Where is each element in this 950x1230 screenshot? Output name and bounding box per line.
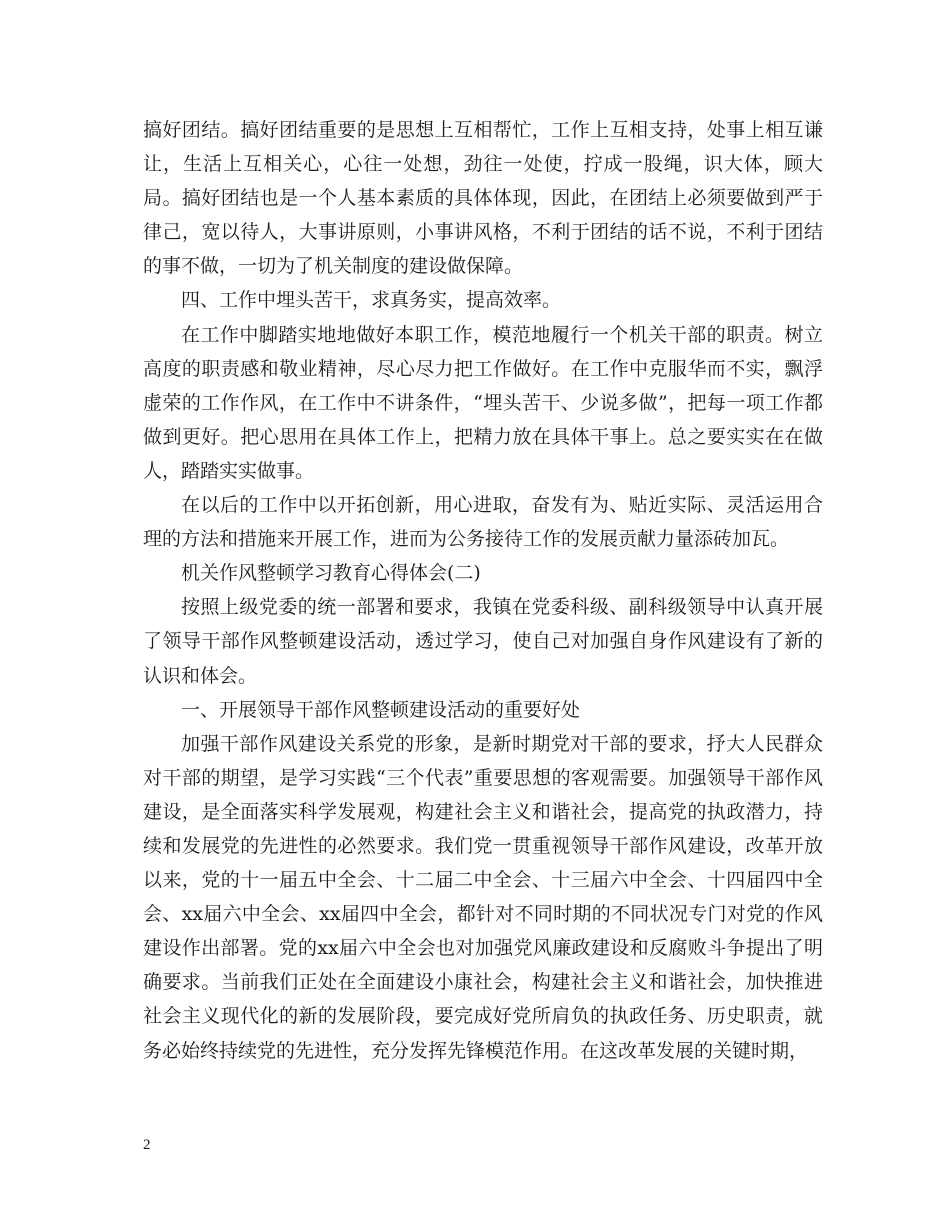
paragraph-intro: 按照上级党委的统一部署和要求，我镇在党委科级、副科级领导中认真开展了领导干部作风整顿建设活动，透过学习，使自己对加强自身作风建设有了新的认识和体会。	[143, 596, 823, 687]
paragraph-duty: 在工作中脚踏实地地做好本职工作，模范地履行一个机关干部的职责。树立高度的职责感和敬业精神，尽心尽力把工作做好。在工作中克服华而不实，飘浮虚荣的工作作风，在工作中不讲条件，“埋头苦干、少说多做”，把每一项工作都做到更好。把心思用在具体工作上，把精力放在具体干事上。总之要实实在在做人，踏踏实实做事。	[143, 323, 823, 482]
paragraph-future-work: 在以后的工作中以开拓创新，用心进取，奋发有为、贴近实际、灵活运用合理的方法和措施来开展工作，进而为公务接待工作的发展贡献力量添砖加瓦。	[143, 494, 823, 551]
page-number: 2	[143, 1137, 151, 1153]
paragraph-unity: 搞好团结。搞好团结重要的是思想上互相帮忙，工作上互相支持，处事上相互谦让，生活上互相关心，心往一处想，劲往一处使，拧成一股绳，识大体，顾大局。搞好团结也是一个人基本素质的具体体现，因此，在团结上必须要做到严于律己，宽以待人，大事讲原则，小事讲风格，不利于团结的话不说，不利于团结的事不做，一切为了机关制度的建设做保障。	[143, 119, 823, 278]
article-title-two: 机关作风整顿学习教育心得体会(二)	[181, 562, 481, 585]
section-heading-four: 四、工作中埋头苦干，求真务实，提高效率。	[181, 289, 562, 312]
paragraph-importance: 加强干部作风建设关系党的形象，是新时期党对干部的要求，抒大人民群众对干部的期望，是学习实践“三个代表”重要思想的客观需要。加强领导干部作风建设，是全面落实科学发展观，构建社会主义和谐社会，提高党的执政潜力，持续和发展党的先进性的必然要求。我们党一贯重视领导干部作风建设，改革开放以来，党的十一届五中全会、十二届二中全会、十三届六中全会、十四届四中全会、xx届六中全会、xx届四中全会，都针对不同时期的不同状况专门对党的作风建设作出部署。党的xx届六中全会也对加强党风廉政建设和反腐败斗争提出了明确要求。当前我们正处在全面建设小康社会，构建社会主义和谐社会，加快推进社会主义现代化的新的发展阶段，要完成好党所肩负的执政任务、历史职责，就务必始终持续党的先进性，充分发挥先锋模范作用。在这改革发展的关键时期，	[143, 732, 823, 1062]
section-heading-one: 一、开展领导干部作风整顿建设活动的重要好处	[181, 698, 581, 721]
document-body	[143, 113, 823, 1068]
